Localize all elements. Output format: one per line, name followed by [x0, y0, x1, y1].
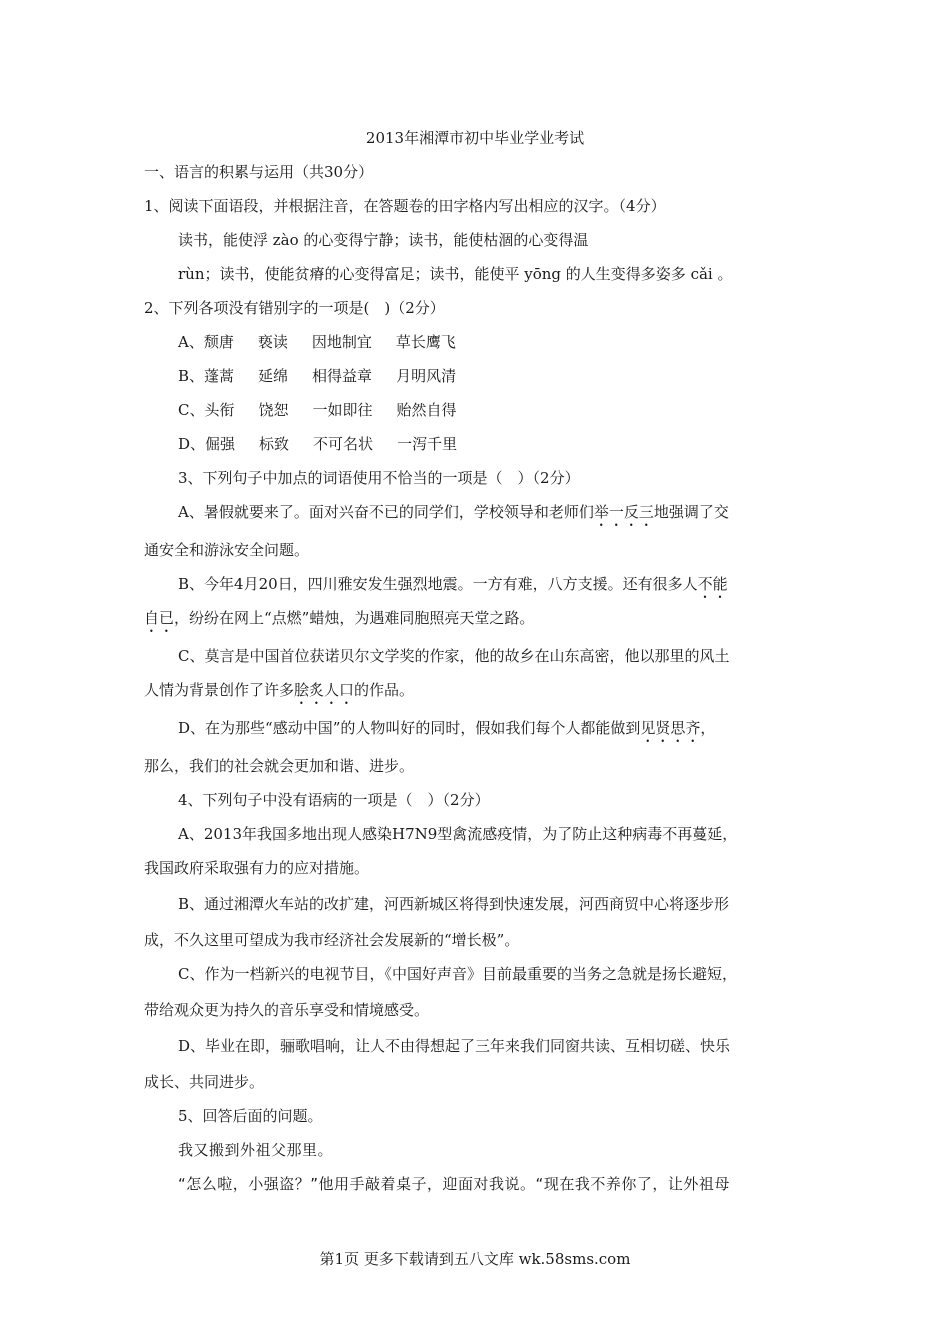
q3-option-a-line-1: A、暑假就要来了。面对兴奋不已的同学们，学校领导和老师们举一反三地强调了交 [178, 503, 729, 521]
q2-stem: 2、下列各项没有错别字的一项是( )（2分） [144, 299, 445, 317]
q1-line-1: 读书，能使浮 zào 的心变得宁静；读书，能使枯涸的心变得温 [178, 231, 589, 249]
q4-stem: 4、下列句子中没有语病的一项是（ ）（2分） [178, 791, 490, 809]
q4-option-d-line-2: 成长、共同进步。 [144, 1073, 265, 1091]
q4-option-b-line-1: B、通过湘潭火车站的改扩建，河西新城区将得到快速发展，河西商贸中心将逐步形 [178, 895, 730, 913]
q4-option-a-line-2: 我国政府采取强有力的应对措施。 [144, 859, 370, 877]
q2-option-a: A、颓唐 亵读 因地制宜 草长鹰飞 [178, 333, 456, 351]
q5-passage-line-1: 我又搬到外祖父那里。 [178, 1141, 334, 1159]
q1-line-2: rùn；读书，使能贫瘠的心变得富足；读书，能使平 yōng 的人生变得多姿多 cǎi 。 [178, 265, 733, 283]
q2-option-d: D、倔强 标致 不可名状 一泻千里 [178, 435, 458, 453]
q3-option-d-line-2: 那么，我们的社会就会更加和谐、进步。 [144, 757, 415, 775]
q3-option-a-line-2: 通安全和游泳安全问题。 [144, 541, 310, 559]
q4-option-a-line-1: A、2013年我国多地出现人感染H7N9型禽流感疫情，为了防止这种病毒不再蔓延， [178, 825, 738, 843]
page-title: 2013年湘潭市初中毕业学业考试 [365, 129, 585, 147]
q2-option-b: B、蓬蒿 延绵 相得益章 月明风清 [178, 367, 457, 385]
q3-option-d-line-1: D、在为那些“感动中国”的人物叫好的同时，假如我们每个人都能做到见贤思齐， [178, 719, 716, 737]
q5-passage-line-2: “怎么啦，小强盗？”他用手敲着桌子，迎面对我说。“现在我不养你了，让外祖母 [178, 1175, 730, 1193]
q3-option-c-line-2: 人情为背景创作了许多脍炙人口的作品。 [144, 681, 415, 699]
q4-option-c-line-1: C、作为一档新兴的电视节目，《中国好声音》目前最重要的当务之急就是扬长避短， [178, 965, 737, 983]
q3-option-b-line-1: B、今年4月20日，四川雅安发生强烈地震。一方有难，八方支援。还有很多人不能 [178, 575, 728, 593]
q4-option-d-line-1: D、毕业在即，骊歌唱响，让人不由得想起了三年来我们同窗共读、互相切磋、快乐 [178, 1037, 731, 1055]
q2-option-c: C、头衔 饶恕 一如即往 贻然自得 [178, 401, 457, 419]
q4-option-c-line-2: 带给观众更为持久的音乐享受和情境感受。 [144, 1001, 430, 1019]
q4-option-b-line-2: 成，不久这里可望成为我市经济社会发展新的“增长极”。 [144, 931, 520, 949]
q3-stem: 3、下列句子中加点的词语使用不恰当的一项是（ ）（2分） [178, 469, 580, 487]
q3-option-b-line-2: 自已，纷纷在网上“点燃”蜡烛，为遇难同胞照亮天堂之路。 [144, 609, 535, 627]
section-heading: 一、语言的积累与运用（共30分） [144, 163, 374, 181]
q1-stem: 1、阅读下面语段，并根据注音，在答题卷的田字格内写出相应的汉字。（4分） [144, 197, 666, 215]
q5-stem: 5、回答后面的问题。 [178, 1107, 323, 1125]
q3-option-c-line-1: C、莫言是中国首位获诺贝尔文学奖的作家，他的故乡在山东高密，他以那里的风土 [178, 647, 730, 665]
page-footer: 第1页 更多下载请到五八文库 wk.58sms.com [319, 1250, 631, 1268]
